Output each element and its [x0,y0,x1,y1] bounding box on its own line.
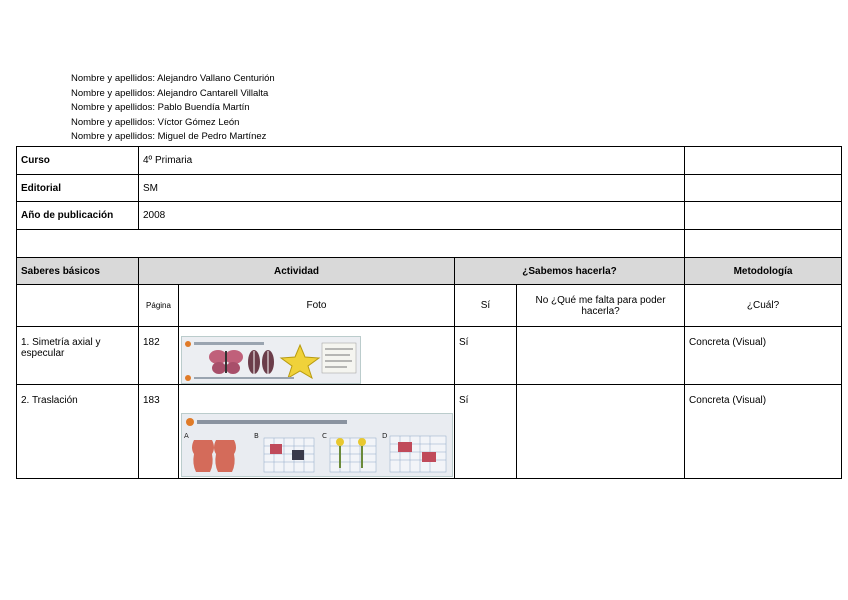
author-line: Nombre y apellidos: Pablo Buendía Martín [71,102,250,114]
row-metodologia: Concreta (Visual) [685,327,842,385]
grid-c-icon [330,438,376,472]
grid-d-icon [390,436,446,472]
row-saber: 1. Simetría axial y especular [17,327,139,385]
subheader-si: Sí [455,285,517,327]
publisher-label: Editorial [17,175,139,202]
row-saber: 2. Traslación [17,385,139,479]
translation-photo [181,413,453,477]
table-row [17,385,842,479]
subheader-no: No ¿Qué me falta para poder hacerla? [517,285,685,327]
header-actividad: Actividad [139,258,455,285]
row-si: Sí [455,385,517,479]
subheader-foto: Foto [179,285,455,327]
row-metodologia: Concreta (Visual) [685,385,842,479]
header-sabemos: ¿Sabemos hacerla? [455,258,685,285]
author-line: Nombre y apellidos: Miguel de Pedro Martínez [71,131,267,143]
author-line: Nombre y apellidos: Víctor Gómez León [71,116,240,128]
grid-b-icon [264,438,314,472]
row-no [517,327,685,385]
row-pagina: 183 [139,385,179,479]
subheader-cual: ¿Cuál? [685,285,842,327]
course-value: 4º Primaria [139,147,685,175]
year-value: 2008 [139,202,685,230]
header-metodologia: Metodología [685,258,842,285]
row-si: Sí [455,327,517,385]
header-row [17,258,842,285]
subheader-pagina: Página [139,285,179,327]
spacer-row [17,230,842,258]
analysis-table [16,146,842,479]
row-no [517,385,685,479]
butterfly-icon [209,350,243,374]
year-label: Año de publicación [17,202,139,230]
table-row [17,327,842,385]
translation-illustration [182,414,452,476]
authors-block [71,72,275,145]
svg-text:C: C [322,432,327,440]
subheader-row [17,285,842,327]
publisher-row [17,175,842,202]
row-pagina: 182 [139,327,179,385]
svg-text:B: B [254,432,259,440]
author-line: Nombre y apellidos: Alejandro Vallano Centurión [71,73,275,84]
symmetry-illustration [182,337,360,383]
year-row [17,202,842,230]
svg-text:A: A [184,432,189,440]
svg-text:D: D [382,432,388,440]
symmetry-photo [181,336,361,384]
photo-cell [179,385,455,479]
publisher-value: SM [139,175,685,202]
course-row [17,147,842,175]
header-saberes: Saberes básicos [17,258,139,285]
course-label: Curso [17,147,139,175]
photo-cell [179,327,455,385]
author-line: Nombre y apellidos: Alejandro Cantarell Villalta [71,87,269,99]
